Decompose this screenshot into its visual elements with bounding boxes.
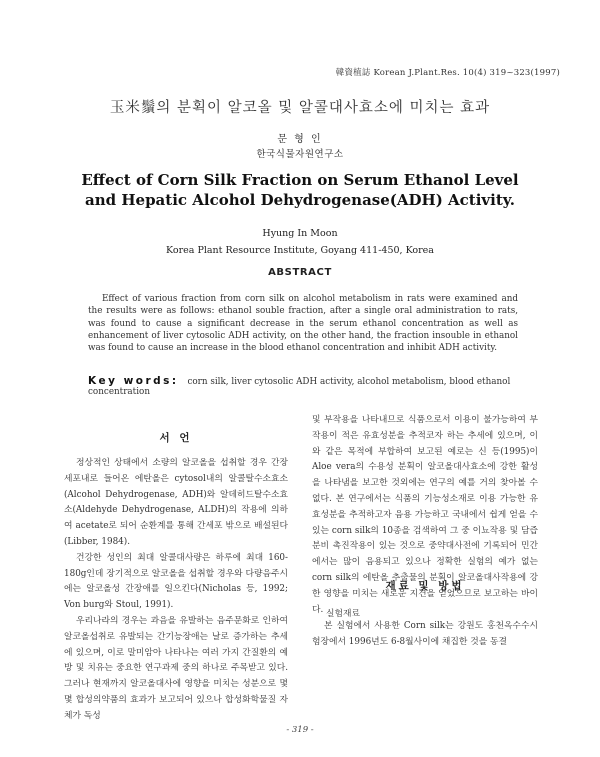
intro-heading: 서 언: [159, 432, 193, 444]
intro-paragraph-1: 정상적인 상태에서 소량의 알코올을 섭취할 경우 간장세포내로 들어온 에탄올은 cytosol내의 알콜탈수소효소(Alcohol Dehydrogenase, ADH)와 알데히드탈수소효소(Aldehyde Dehydrogenase, ALDH)의 작용에 의하여 acetate로 되어 순환계를 통해 간세포 밖으로 배설된다(Libber, 1984).: [64, 458, 288, 547]
keywords-label: Key words:: [88, 375, 179, 387]
methods-paragraph-1: 본 실험에서 사용한 Corn silk는 강원도 홍천옥수수시험장에서 1996년도 6-8월사이에 채집한 것을 동결: [312, 621, 538, 647]
abstract-heading: ABSTRACT: [268, 267, 332, 278]
methods-subheading: 실험재료: [326, 609, 360, 619]
english-title: [40, 170, 560, 210]
english-title-line1: Effect of Corn Silk Fraction on Serum Ethanol Level: [81, 171, 519, 189]
keywords-text: corn silk, liver cytosolic ADH activity, alcohol metabolism, blood ethanol concentration: [88, 377, 511, 397]
english-author: Hyung In Moon: [262, 228, 338, 239]
intro-paragraph-4: 및 부작용을 나타내므로 식품으로서 이용이 불가능하여 부작용이 적은 유효성분을 추적코자 하는 추세에 있으며, 이와 같은 목적에 부합하여 보고된 예로는 신 등(1995)이 Aloe vera의 수용성 분획이 알코올대사효소에 강한 활성을 나타냄을 보고한 것외에는 연구의 예를 거의 찾아볼 수 없다. 본 연구에서는 식품의 기능성소재로 이용 가능한 유효성분을 추적하고자 음용 가능하고 국내에서 쉽게 얻을 수 있는 corn silk의 10종을 검색하여 그 중 이뇨작용 및 담즙분비 촉진작용이 있는 것으로 중약대사전에 기록되어 민간에서는 많이 음용되고 있으나 정확한 실험의 예가 없는 corn silk의 에탄올 추출물의 분획이 알코올대사작용에 강한 영향을 미치는 새로운 지견을 얻었으므로 보고하는 바이다.: [312, 415, 538, 615]
journal-citation: 韓資植誌 Korean J.Plant.Res. 10(4) 319~323(1997): [335, 68, 560, 78]
english-affiliation: Korea Plant Resource Institute, Goyang 411-450, Korea: [166, 245, 434, 256]
methods-column: [312, 619, 538, 651]
keywords: [88, 375, 558, 397]
intro-paragraph-2: 건강한 성인의 최대 알콜대사량은 하루에 최대 160-180g인데 장기적으로 알코올을 섭취할 경우와 다량음주시에는 알코올성 간장애를 일으킨다(Nicholas 등, 1992; Von burg와 Stoul, 1991).: [64, 552, 288, 611]
methods-heading: 재료 및 방법: [385, 580, 465, 592]
english-title-line2: and Hepatic Alcohol Dehydrogenase(ADH) Activity.: [85, 191, 515, 209]
intro-column-left: [64, 456, 288, 725]
abstract-body: Effect of various fraction from corn silk on alcohol metabolism in rats were examined and the results were as follows: ethanol souble fraction, after a single oral administration to rats, was found to cause a significant decrease in the serum ethanol concentration as well as enhancement of liver cytosolic ADH activity, on the other hand, the fraction insouble in ethanol was found to cause an increase in the blood ethanol concentration and inhibit ADH activity.: [88, 294, 518, 354]
korean-title: 玉米鬚의 분획이 알코올 및 알콜대사효소에 미치는 효과: [109, 100, 491, 116]
korean-author: 문 형 인: [277, 134, 323, 145]
korean-affiliation: 한국식물자원연구소: [256, 149, 344, 160]
page-number: - 319 -: [286, 725, 314, 735]
intro-paragraph-3: 우리나라의 경우는 과음을 유발하는 음주문화로 인하여 알코올섭취로 유발되는 간기능장애는 날로 증가하는 추세에 있으며, 이로 말미암아 나타나는 여러 가지 간질환의 예방 및 치유는 중요한 연구과제 중의 하나로 주목받고 있다. 그러나 현재까지 알코올대사에 영향을 미치는 성분으로 몇 몇 합성의약품의 효과가 보고되어 있으나 합성화학물질 자체가 독성: [64, 615, 288, 721]
